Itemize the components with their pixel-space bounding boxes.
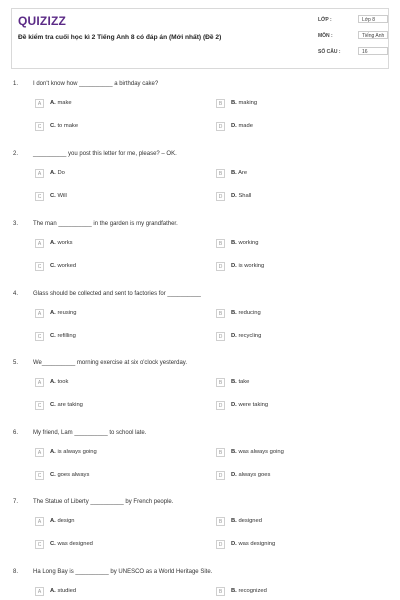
option-letter: C	[35, 192, 44, 201]
option-letter: C	[35, 471, 44, 480]
option-letter: D	[216, 401, 225, 410]
option-b[interactable]	[216, 587, 376, 599]
option-c[interactable]	[35, 401, 195, 413]
option-text: B. take	[231, 379, 250, 385]
option-b[interactable]	[216, 99, 376, 111]
question-text: Ha Long Bay is __________ by UNESCO as a World Heritage Site.	[33, 569, 213, 575]
question-text: My friend, Lam __________ to school late.	[33, 430, 147, 436]
option-d[interactable]	[216, 540, 376, 552]
option-text: A. is always going	[50, 449, 97, 455]
question-text: I don't know how __________ a birthday cake?	[33, 81, 159, 87]
option-letter: B	[216, 99, 225, 108]
question-number: 1.	[13, 81, 19, 87]
option-letter: B	[216, 239, 225, 248]
option-text: D. Shall	[231, 193, 252, 199]
question-number: 3.	[13, 221, 19, 227]
option-letter: D	[216, 332, 225, 341]
meta-value: Tiếng Anh	[362, 33, 385, 39]
option-b[interactable]	[216, 378, 376, 390]
question-number: 5.	[13, 360, 19, 366]
question-number: 2.	[13, 151, 19, 157]
question-text: Glass should be collected and sent to factories for __________	[33, 291, 201, 297]
option-letter: B	[216, 169, 225, 178]
option-text: C. worked	[50, 263, 77, 269]
option-b[interactable]	[216, 309, 376, 321]
option-c[interactable]	[35, 332, 195, 344]
option-a[interactable]	[35, 378, 195, 390]
option-a[interactable]	[35, 587, 195, 599]
option-c[interactable]	[35, 192, 195, 204]
option-text: C. are taking	[50, 402, 83, 408]
question-text: __________ you post this letter for me, please? – OK.	[33, 151, 177, 157]
option-d[interactable]	[216, 192, 376, 204]
option-a[interactable]	[35, 309, 195, 321]
option-text: D. always goes	[231, 472, 271, 478]
option-letter: B	[216, 378, 225, 387]
option-letter: C	[35, 262, 44, 271]
question-number: 6.	[13, 430, 19, 436]
question-number: 8.	[13, 569, 19, 575]
option-b[interactable]	[216, 517, 376, 529]
meta-label: MÔN :	[318, 33, 333, 39]
option-text: A. Do	[50, 170, 65, 176]
option-d[interactable]	[216, 401, 376, 413]
question-text: The man __________ in the garden is my grandfather.	[33, 221, 178, 227]
option-a[interactable]	[35, 169, 195, 181]
option-text: A. took	[50, 379, 69, 385]
option-text: B. designed	[231, 518, 262, 524]
option-d[interactable]	[216, 262, 376, 274]
option-a[interactable]	[35, 239, 195, 251]
option-text: A. reusing	[50, 310, 77, 316]
option-d[interactable]	[216, 122, 376, 134]
option-text: B. Are	[231, 170, 248, 176]
option-text: C. Will	[50, 193, 67, 199]
option-a[interactable]	[35, 99, 195, 111]
worksheet-title: Đề kiểm tra cuối học kì 2 Tiếng Anh 8 có đáp án (Mới nhất) (Đề 2)	[18, 34, 222, 41]
option-b[interactable]	[216, 239, 376, 251]
meta-label: LỚP :	[318, 17, 332, 23]
option-text: C. was designed	[50, 541, 93, 547]
option-letter: C	[35, 401, 44, 410]
option-letter: A	[35, 309, 44, 318]
option-a[interactable]	[35, 517, 195, 529]
option-letter: D	[216, 192, 225, 201]
option-text: B. working	[231, 240, 259, 246]
option-letter: D	[216, 471, 225, 480]
option-text: D. made	[231, 123, 253, 129]
option-letter: A	[35, 587, 44, 596]
option-letter: B	[216, 448, 225, 457]
option-text: B. was always going	[231, 449, 284, 455]
meta-label: SỐ CÂU :	[318, 49, 341, 55]
option-c[interactable]	[35, 471, 195, 483]
quizizz-logo: QUIZIZZ	[18, 14, 67, 28]
worksheet-header	[11, 8, 389, 69]
option-letter: B	[216, 587, 225, 596]
option-text: A. studied	[50, 588, 77, 594]
option-text: D. is working	[231, 263, 265, 269]
option-c[interactable]	[35, 122, 195, 134]
question-number: 7.	[13, 499, 19, 505]
option-letter: A	[35, 378, 44, 387]
option-text: D. was designing	[231, 541, 276, 547]
option-letter: B	[216, 309, 225, 318]
option-letter: A	[35, 169, 44, 178]
option-letter: C	[35, 540, 44, 549]
option-text: D. recycling	[231, 333, 262, 339]
option-c[interactable]	[35, 262, 195, 274]
option-letter: D	[216, 262, 225, 271]
question-text: The Statue of Liberty __________ by French people.	[33, 499, 174, 505]
question-number: 4.	[13, 291, 19, 297]
option-b[interactable]	[216, 448, 376, 460]
option-letter: A	[35, 517, 44, 526]
option-b[interactable]	[216, 169, 376, 181]
option-text: A. works	[50, 240, 73, 246]
option-letter: A	[35, 448, 44, 457]
option-d[interactable]	[216, 471, 376, 483]
question-text: We__________ morning exercise at six o'clock yesterday.	[33, 360, 188, 366]
option-letter: C	[35, 122, 44, 131]
option-text: C. to make	[50, 123, 79, 129]
meta-value: 16	[362, 49, 368, 55]
option-text: B. reducing	[231, 310, 261, 316]
option-text: C. goes always	[50, 472, 90, 478]
option-text: A. design	[50, 518, 75, 524]
option-letter: A	[35, 239, 44, 248]
option-a[interactable]	[35, 448, 195, 460]
option-c[interactable]	[35, 540, 195, 552]
option-text: B. making	[231, 100, 258, 106]
option-letter: B	[216, 517, 225, 526]
option-letter: D	[216, 540, 225, 549]
meta-value: Lớp 8	[362, 17, 376, 23]
option-d[interactable]	[216, 332, 376, 344]
option-letter: C	[35, 332, 44, 341]
option-text: C. refilling	[50, 333, 76, 339]
option-letter: A	[35, 99, 44, 108]
option-text: A. make	[50, 100, 72, 106]
option-text: D. were taking	[231, 402, 269, 408]
option-letter: D	[216, 122, 225, 131]
option-text: B. recognized	[231, 588, 267, 594]
